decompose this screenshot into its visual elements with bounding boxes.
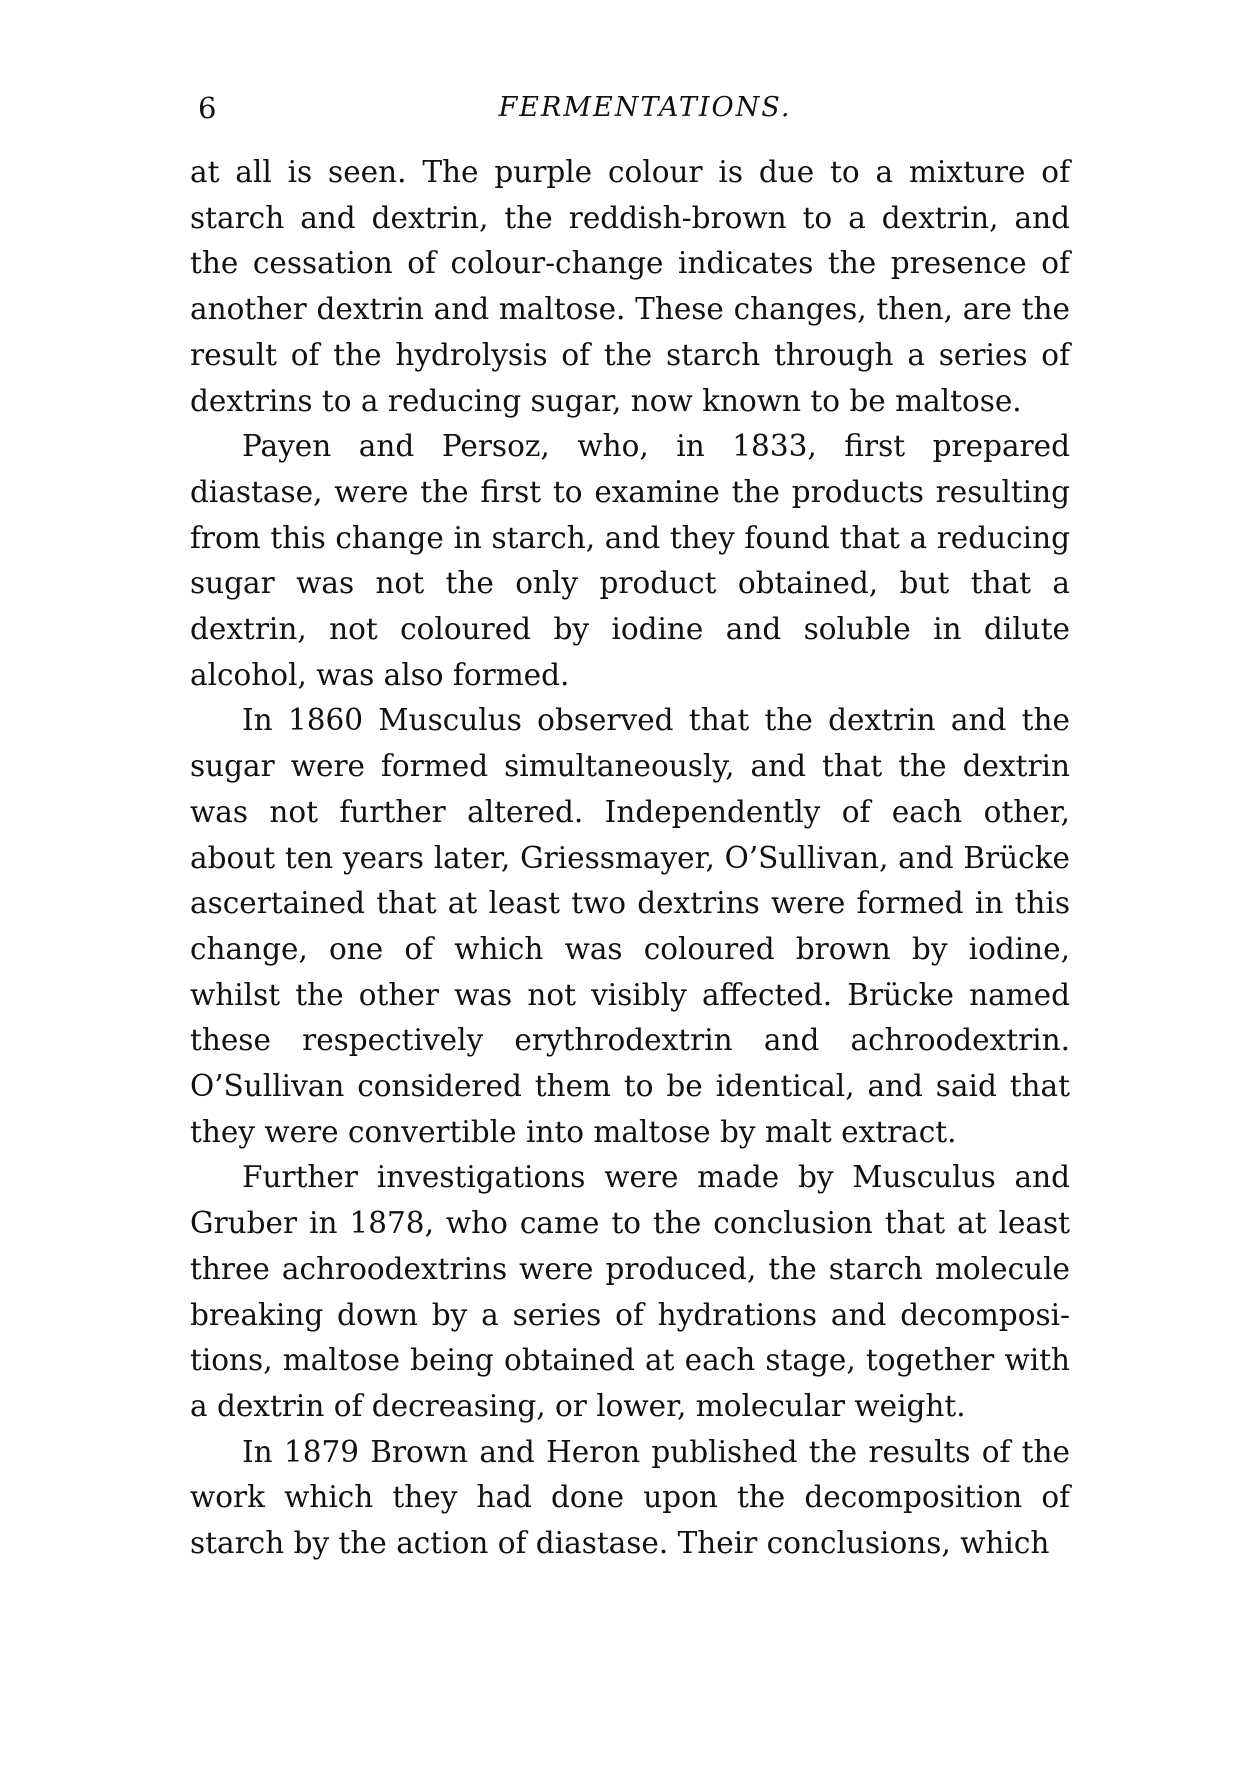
paragraph-payen-persoz: Payen and Persoz, who, in 1833, first prepared diastase, were the first to examine the products resulting from this change in starch, and they found that a reducing sugar was not the only product obtained, but that a dextrin, not coloured by iodine and soluble in dilute alcohol, was also formed. [190, 429, 1070, 692]
body-text [190, 150, 1070, 1567]
running-title: FERMENTATIONS. [498, 92, 792, 123]
paragraph-musculus-1860: In 1860 Musculus observed that the dextrin and the sugar were formed simultaneously, and that the dextrin was not further altered. Independently of each other, about ten years later, Griessmayer, O’Sullivan, and Brücke ascertained that at least two dextrins were formed in this change, one of which was coloured brown by iodine, whilst the other was not visibly affected. Brücke named these respectively erythrodextrin and achroodextrin. O’Sullivan considered them to be identical, and said that they were convertible into maltose by malt extract. [190, 703, 1070, 1149]
paragraph-continuation: at all is seen. The purple colour is due to a mixture of starch and dextrin, the reddish-brown to a dextrin, and the cessation of colour-change indicates the presence of another dextrin and maltose. These changes, then, are the result of the hydrolysis of the starch through a series of dextrins to a reducing sugar, now known to be maltose. [190, 155, 1070, 418]
paragraph-musculus-gruber-1878: Further investigations were made by Musculus and Gruber in 1878, who came to the conclusion that at least three achroodextrins were produced, the starch molecule breaking down by a series of hydrations and decompositions, maltose being obtained at each stage, together with a dextrin of decreasing, or lower, molecular weight. [190, 1160, 1070, 1423]
page-number: 6 [198, 91, 218, 125]
paragraph-brown-heron-1879: In 1879 Brown and Heron published the results of the work which they had done upon the decomposition of starch by the action of diastase. Their conclusions, which [190, 1434, 1070, 1561]
running-head [190, 86, 1070, 130]
